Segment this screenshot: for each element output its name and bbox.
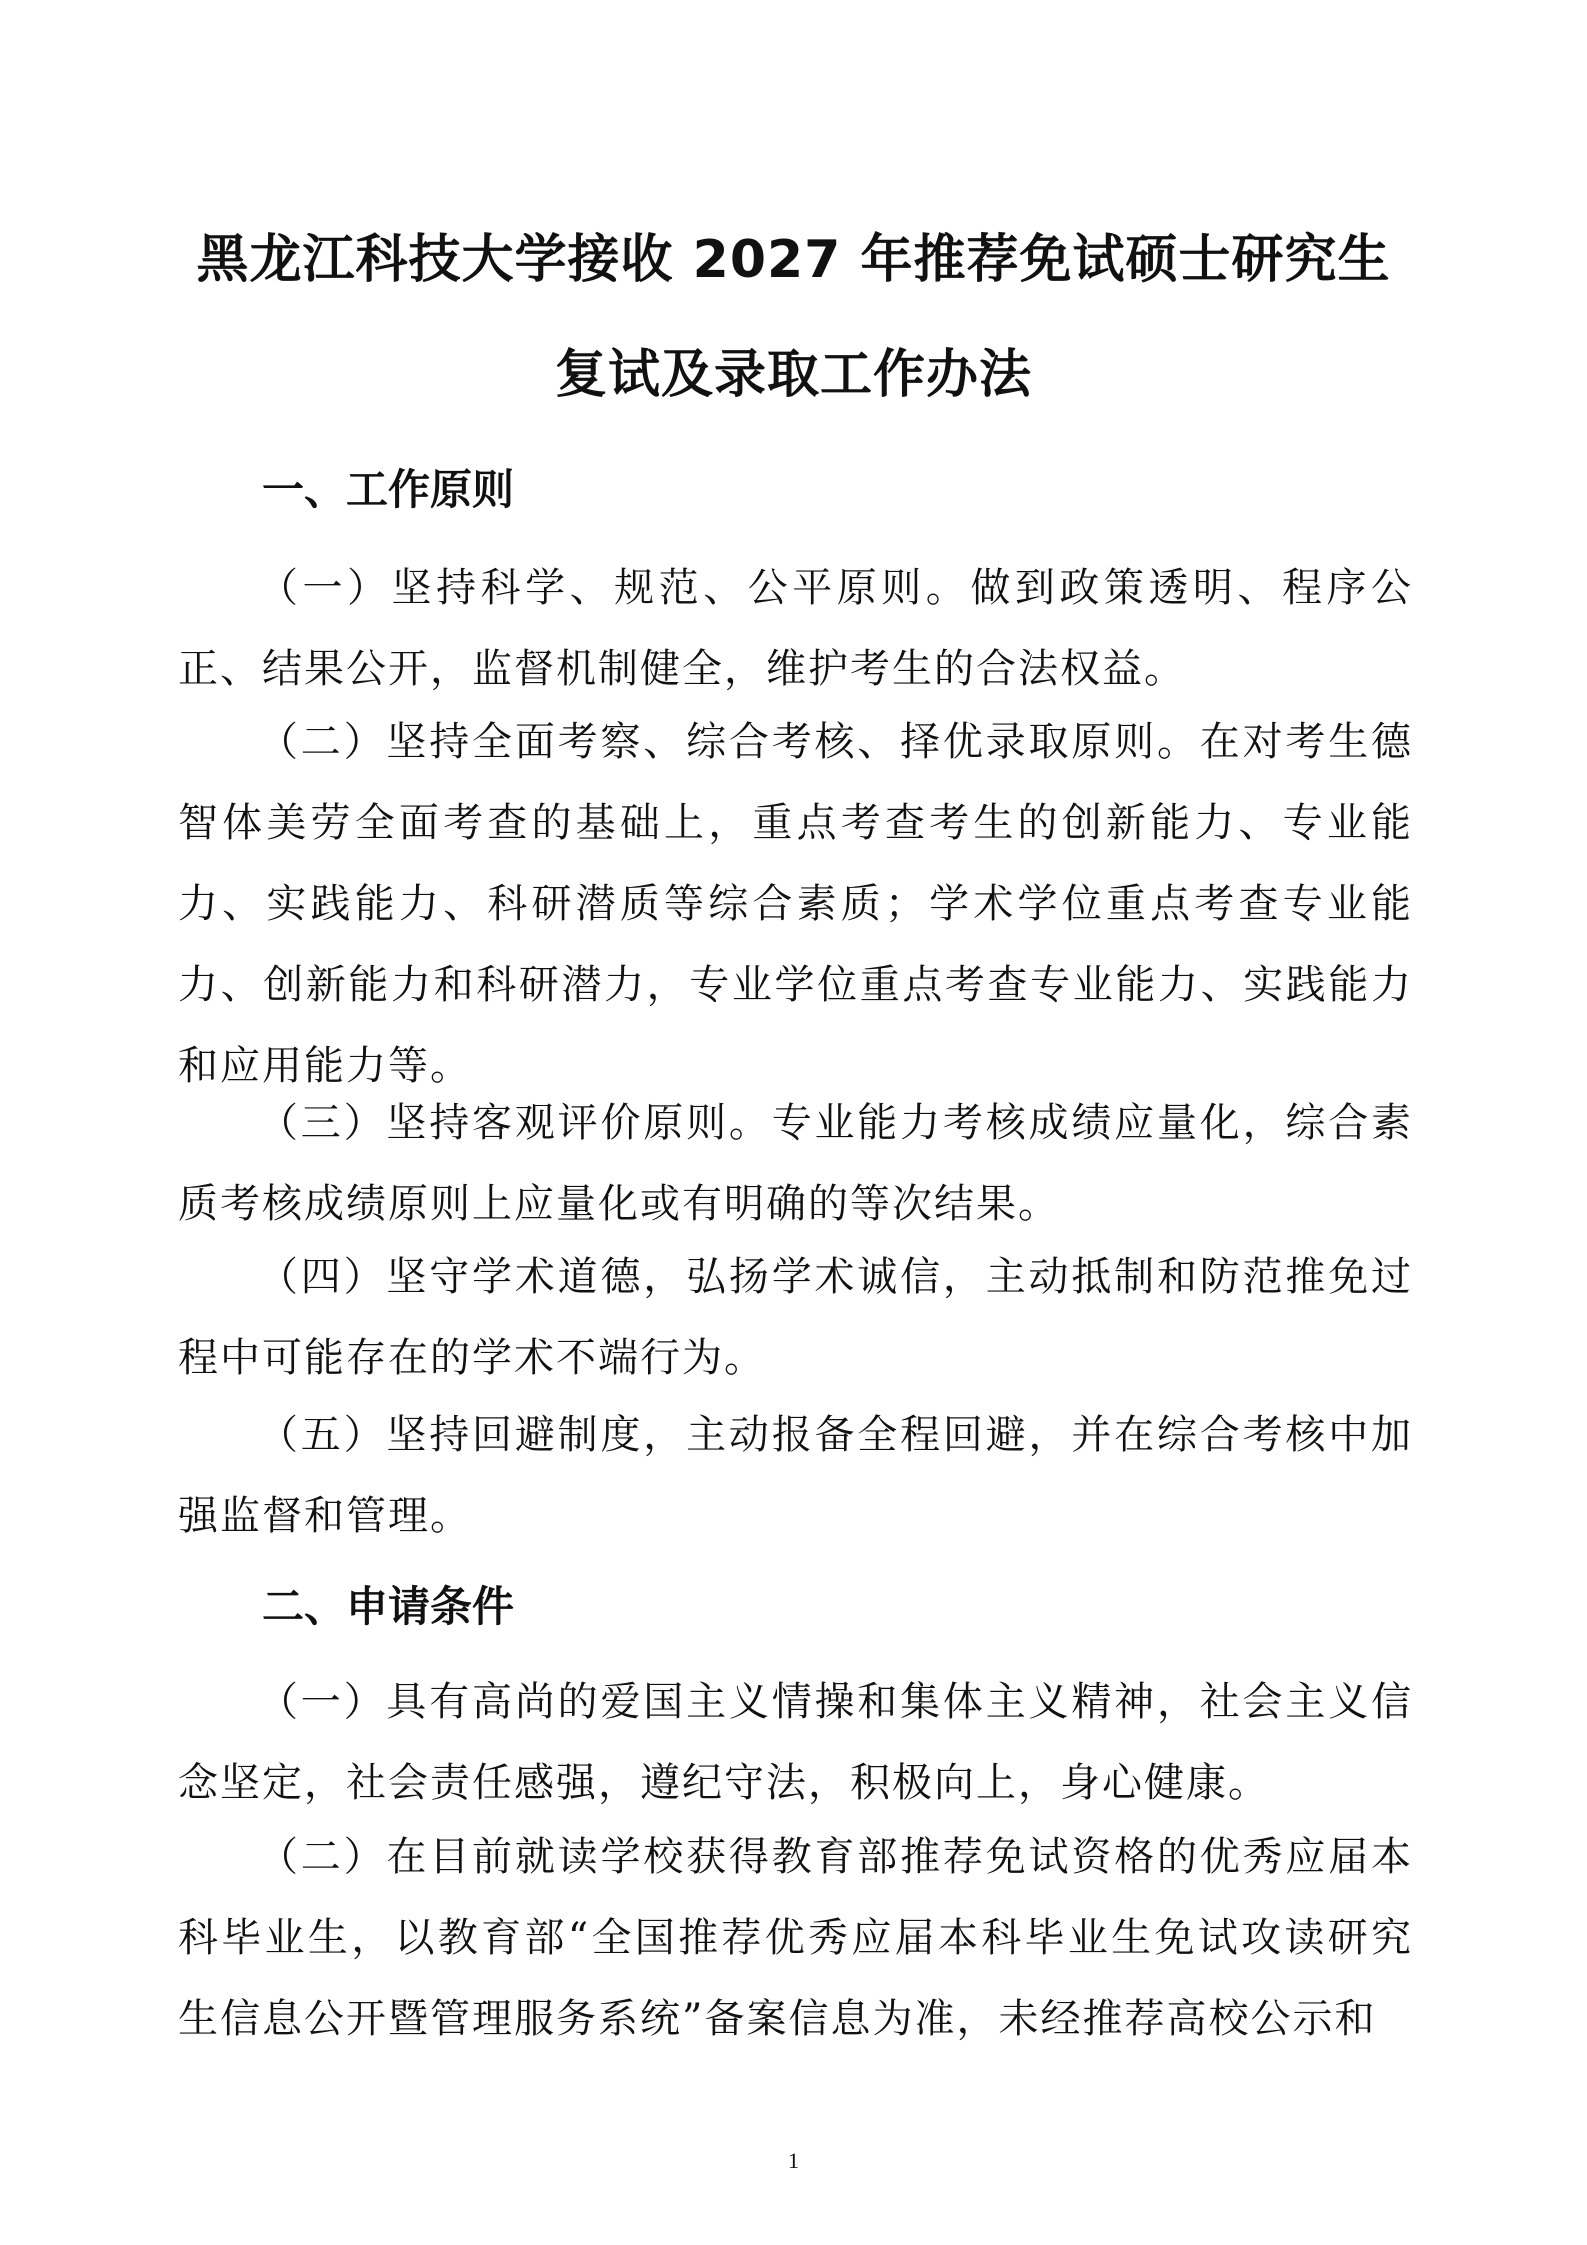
document-title-line-1: 黑龙江科技大学接收 2027 年推荐免试硕士研究生 bbox=[196, 230, 1391, 290]
paragraph-requirement-2: （二）在目前就读学校获得教育部推荐免试资格的优秀应届本科毕业生，以教育部“全国推荐优秀应届本科毕业生免试攻读研究生信息公开暨管理服务系统”备案信息为准，未经推荐高校公示和 bbox=[178, 1834, 1413, 2042]
paragraph-principle-2: （二）坚持全面考察、综合考核、择优录取原则。在对考生德智体美劳全面考查的基础上，重点考查考生的创新能力、专业能力、实践能力、科研潜质等综合素质；学术学位重点考查专业能力、创新能力和科研潜力，专业学位重点考查专业能力、实践能力和应用能力等。 bbox=[178, 719, 1413, 1089]
paragraph-principle-3: （三）坚持客观评价原则。专业能力考核成绩应量化，综合素质考核成绩原则上应量化或有明确的等次结果。 bbox=[178, 1100, 1413, 1227]
page-number: 1 bbox=[788, 2148, 799, 2173]
paragraph-requirement-1: （一）具有高尚的爱国主义情操和集体主义精神，社会主义信念坚定，社会责任感强，遵纪守法，积极向上，身心健康。 bbox=[178, 1679, 1413, 1806]
paragraph-principle-5: （五）坚持回避制度，主动报备全程回避，并在综合考核中加强监督和管理。 bbox=[178, 1412, 1413, 1539]
paragraph-principle-4: （四）坚守学术道德，弘扬学术诚信，主动抵制和防范推免过程中可能存在的学术不端行为。 bbox=[178, 1254, 1413, 1381]
paragraph-principle-1: （一）坚持科学、规范、公平原则。做到政策透明、程序公正、结果公开，监督机制健全，维护考生的合法权益。 bbox=[178, 565, 1413, 692]
document-title-line-2: 复试及录取工作办法 bbox=[554, 345, 1032, 405]
section-heading-principles: 一、工作原则 bbox=[262, 465, 515, 514]
section-heading-requirements: 二、申请条件 bbox=[262, 1582, 515, 1631]
